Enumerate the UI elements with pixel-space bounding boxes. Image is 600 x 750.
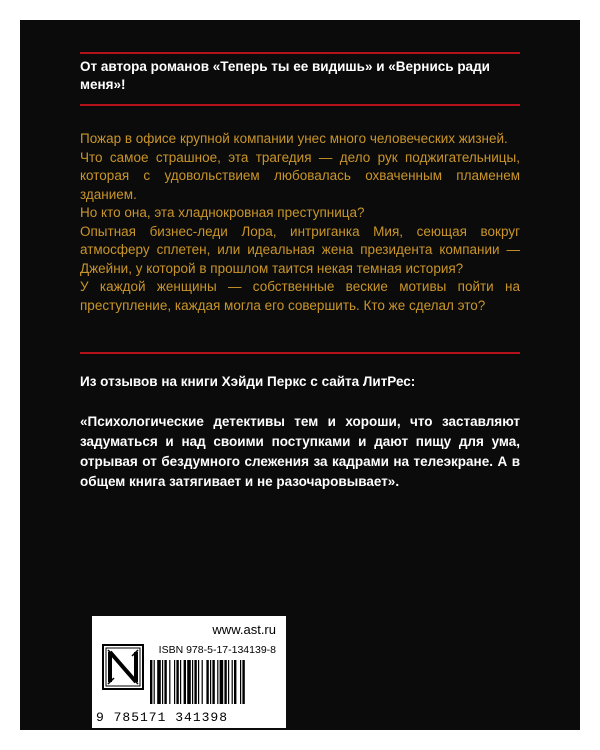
barcode-bar	[194, 660, 196, 704]
publisher-logo-icon	[102, 644, 144, 690]
barcode-bar	[210, 660, 211, 704]
tagline-divider	[80, 104, 520, 106]
barcode-bar	[180, 660, 181, 704]
barcode-bar	[240, 660, 241, 704]
barcode-bar	[220, 660, 224, 704]
blurb-paragraph: Что самое страшное, эта трагедия — дело рук поджигательницы, которая с удовольствием любовалась охваченным пламенем зданием.	[80, 149, 520, 202]
blurb-paragraph: Но кто она, эта хладнокровная преступница?	[80, 205, 365, 220]
barcode-digits: 9 785171 341398	[96, 710, 229, 725]
book-blurb	[80, 130, 520, 315]
barcode-bar	[212, 660, 214, 704]
barcode-bar	[206, 660, 208, 704]
barcode-bars	[150, 660, 280, 704]
barcode-bar	[164, 660, 166, 704]
review-quote: «Психологические детективы тем и хороши, что заставляют задуматься и над своими поступками и дают пищу для ума, отрывая от бездумного слежения за кадрами на телеэкране. А в общем книга затягивает и не разочаровывает».	[80, 414, 520, 489]
barcode-bar	[192, 660, 193, 704]
barcode-bar	[228, 660, 229, 704]
reviews-heading: Из отзывов на книги Хэйди Перкс с сайта ЛитРес:	[80, 374, 416, 389]
blurb-paragraph: Опытная бизнес-леди Лора, интриганка Мия, сеющая вокруг атмосферу сплетен, или идеальная жена президента компании — Джейни, у которой в прошлом таится некая темная история?	[80, 223, 520, 276]
barcode-bar	[174, 660, 175, 704]
barcode-bar	[184, 660, 186, 704]
top-divider	[80, 52, 520, 54]
barcode-bar	[154, 660, 155, 704]
author-tagline: От автора романов «Теперь ты ее видишь» и «Вернись ради меня»!	[80, 59, 490, 92]
barcode-panel	[92, 616, 286, 728]
back-cover	[20, 20, 580, 730]
barcode-bar	[232, 660, 233, 704]
barcode-bar	[157, 660, 161, 704]
barcode-bar	[217, 660, 218, 704]
barcode-bar	[224, 660, 226, 704]
barcode-bar	[202, 660, 203, 704]
blurb-paragraph: У каждой женщины — собственные веские мотивы пойти на преступление, каждая могла его совершить. Кто же сделал это?	[80, 279, 520, 313]
barcode-bar	[150, 660, 152, 704]
barcode-bar	[242, 660, 244, 704]
barcode-bar	[187, 660, 191, 704]
blurb-divider	[80, 352, 520, 354]
publisher-site: www.ast.ru	[212, 622, 276, 637]
barcode-bar	[176, 660, 178, 704]
barcode-bar	[162, 660, 163, 704]
blurb-paragraph: Пожар в офисе крупной компании унес много человеческих жизней.	[80, 131, 508, 146]
barcode-bar	[169, 660, 170, 704]
barcode-bar	[198, 660, 199, 704]
barcode-bar	[234, 660, 236, 704]
isbn-number: ISBN 978-5-17-134139-8	[158, 644, 276, 656]
